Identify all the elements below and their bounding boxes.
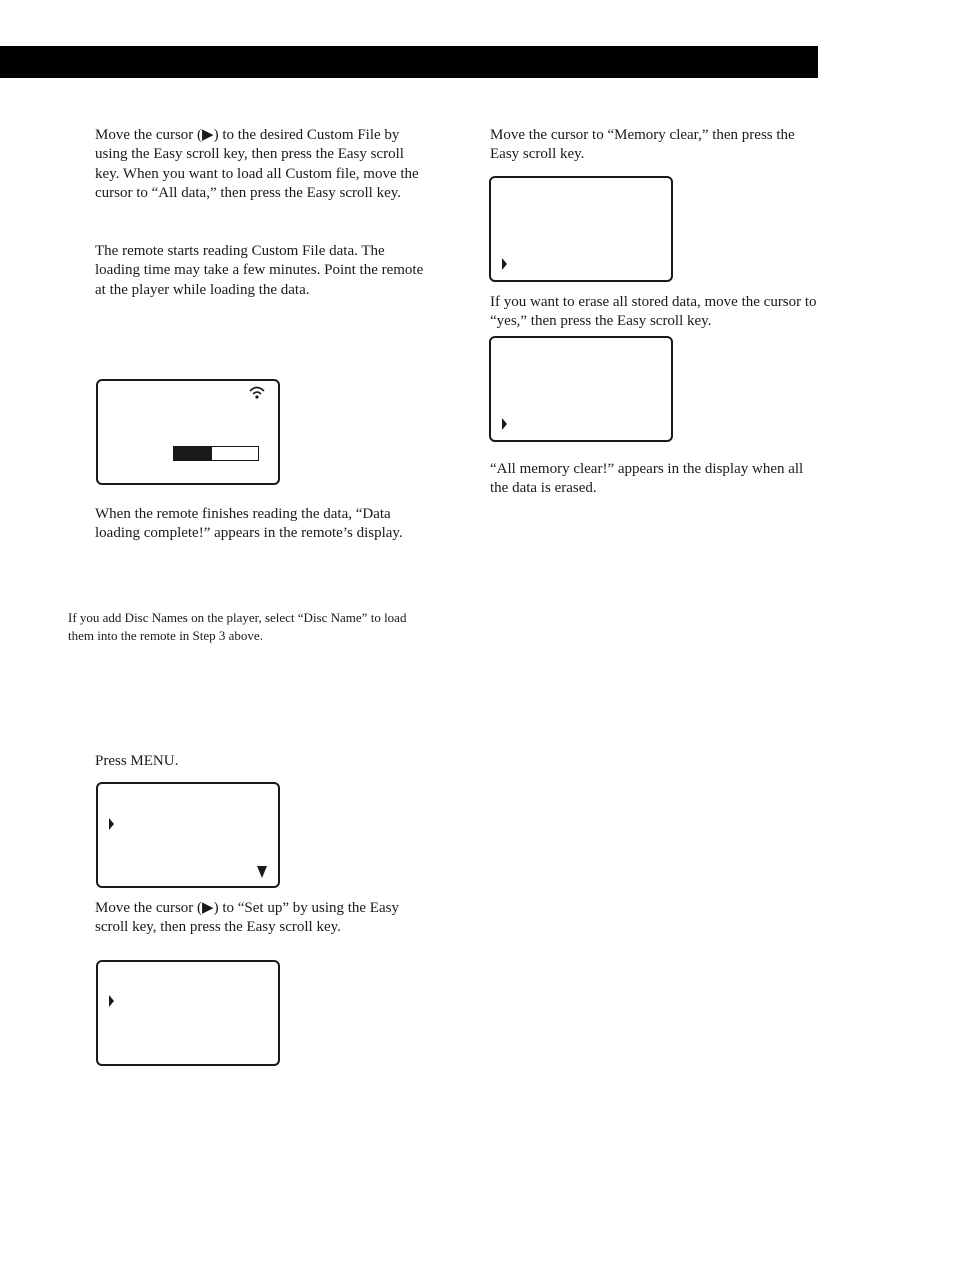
step-reading-data: The remote starts reading Custom File data. The loading time may take a few minutes. Point the remote at the player while loading the data.: [95, 243, 424, 298]
loading-progress-fill: [174, 447, 212, 460]
cursor-icon: [109, 995, 114, 1007]
lcd-display-set-up: [96, 960, 280, 1066]
cursor-icon: [109, 818, 114, 830]
lcd-display-menu: [96, 782, 280, 888]
note-disc-name: If you add Disc Names on the player, select “Disc Name” to load them into the remote in Step 3 above.: [68, 610, 407, 643]
step-loading-complete: When the remote finishes reading the data, “Data loading complete!” appears in the remote’s display.: [95, 506, 403, 542]
step-set-up: Move the cursor (▶) to “Set up” by using the Easy scroll key, then press the Easy scroll key.: [95, 900, 399, 936]
header-bar: [0, 46, 818, 78]
step-select-custom-file: Move the cursor (▶) to the desired Custom File by using the Easy scroll key, then press the Easy scroll key. When you want to load all Custom file, move the cursor to “All data,” then press the Easy scroll key.: [95, 127, 419, 202]
cursor-icon: [502, 258, 507, 270]
step-all-memory-clear: “All memory clear!” appears in the display when all the data is erased.: [490, 461, 804, 497]
loading-progress-bar: [173, 446, 259, 461]
step-confirm-yes: If you want to erase all stored data, move the cursor to “yes,” then press the Easy scroll key.: [490, 294, 817, 330]
cursor-icon: [502, 418, 507, 430]
scroll-down-icon: [257, 866, 267, 878]
step-memory-clear: Move the cursor to “Memory clear,” then press the Easy scroll key.: [490, 127, 795, 163]
step-press-menu: Press MENU.: [95, 753, 179, 769]
lcd-display-confirm: [489, 336, 673, 442]
lcd-display-memory-clear: [489, 176, 673, 282]
lcd-display-loading: [96, 379, 280, 485]
signal-icon: [248, 385, 266, 400]
